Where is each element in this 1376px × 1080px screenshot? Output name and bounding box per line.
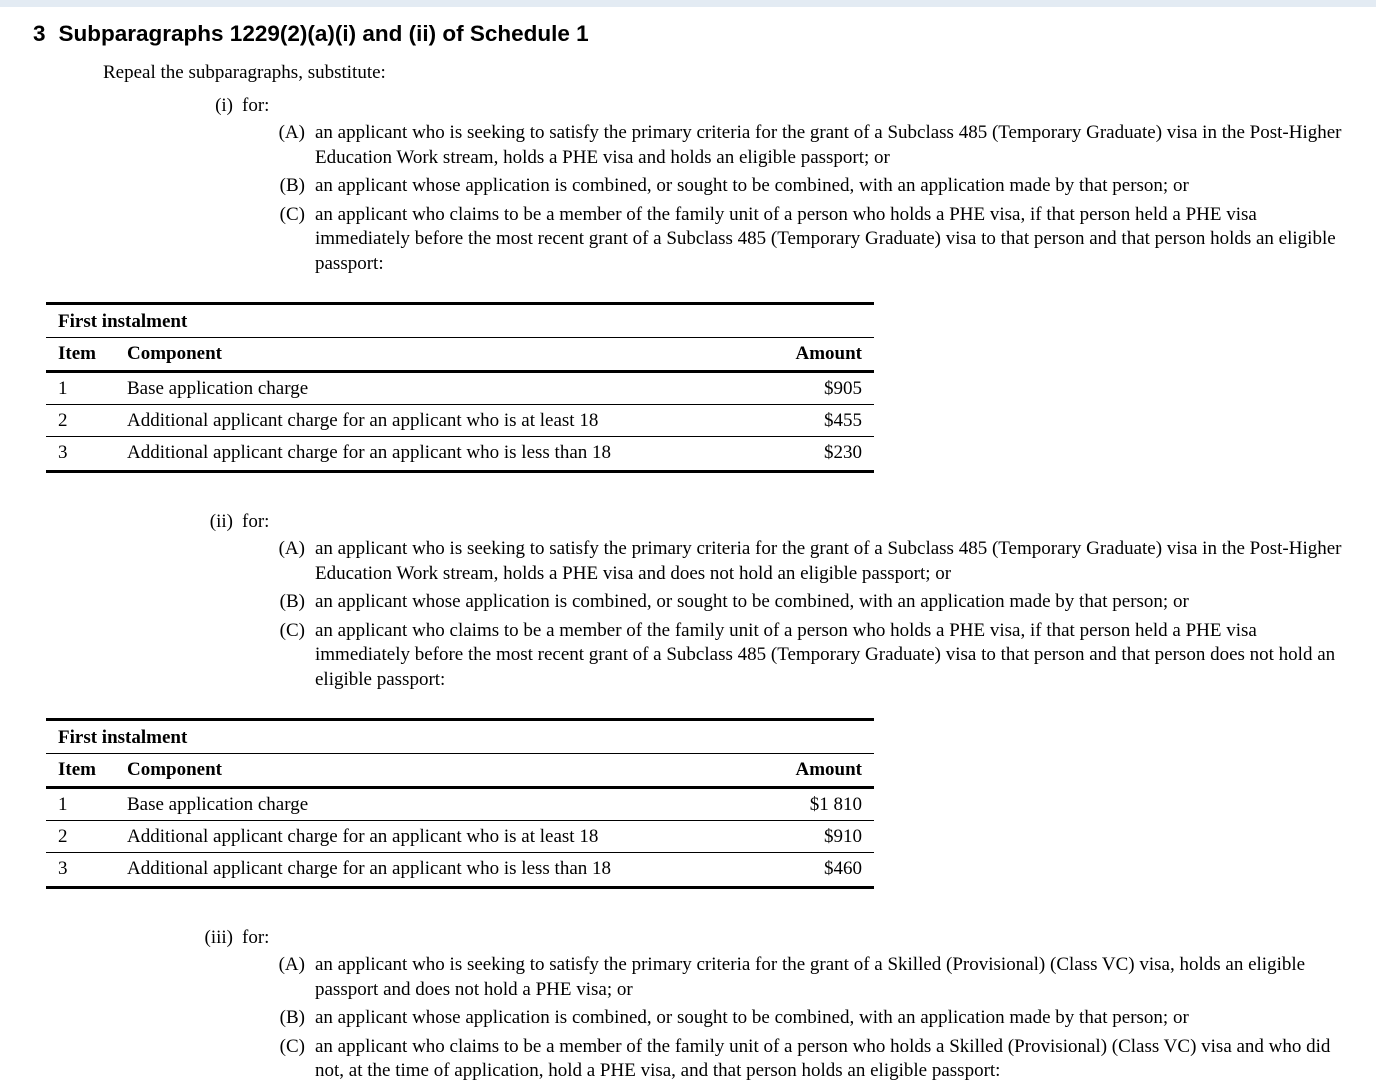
cell-item: 2 bbox=[46, 821, 115, 853]
subitem-ii-B bbox=[33, 590, 1353, 615]
table-title: First instalment bbox=[46, 304, 874, 338]
table-row bbox=[46, 405, 874, 437]
column-header-amount: Amount bbox=[744, 338, 874, 372]
cell-component: Base application charge bbox=[115, 372, 744, 405]
provision-iii-lead bbox=[33, 925, 1353, 950]
subitem-text: an applicant who is seeking to satisfy the primary criteria for the grant of a Subclass 485 (Temporary Graduate) visa in the Post-Higher Education Work stream, holds a PHE visa and holds an eligible passport; or bbox=[315, 122, 1342, 168]
column-header-amount: Amount bbox=[744, 754, 874, 788]
table-title-row bbox=[46, 304, 874, 338]
subitem-label: (B) bbox=[279, 175, 305, 196]
table-header-row bbox=[46, 338, 874, 372]
provision-ii-lead bbox=[33, 509, 1353, 534]
provision-label: (ii) bbox=[209, 511, 233, 532]
column-header-component: Component bbox=[115, 338, 744, 372]
subitem-iii-C bbox=[33, 1035, 1353, 1080]
subitem-ii-C bbox=[33, 619, 1353, 693]
table-row bbox=[46, 437, 874, 472]
cell-component: Additional applicant charge for an applicant who is less than 18 bbox=[127, 442, 612, 463]
subitem-label: (C) bbox=[279, 619, 305, 641]
cell-item: 3 bbox=[58, 858, 68, 879]
subitem-text: an applicant whose application is combined, or sought to be combined, with an application made by that person; or bbox=[315, 1007, 1189, 1028]
section-number: 3 bbox=[33, 21, 46, 46]
subitem-i-B bbox=[33, 174, 1353, 199]
cell-component: Additional applicant charge for an applicant who is at least 18 bbox=[115, 405, 744, 437]
subitem-label: (A) bbox=[278, 954, 305, 975]
provision-lead-text: for: bbox=[242, 511, 270, 532]
cell-amount: $230 bbox=[824, 442, 862, 463]
subitem-label: (A) bbox=[278, 538, 305, 559]
subitem-i-C bbox=[33, 203, 1353, 277]
subitem-text: an applicant who claims to be a member of the family unit of a person who holds a PHE visa, if that person held a PHE visa immediately before the most recent grant of a Subclass 485 (Temporary Graduate) visa to that person and that person holds an eligible passport: bbox=[315, 203, 1336, 274]
table-row bbox=[46, 821, 874, 853]
table-row bbox=[46, 788, 874, 821]
table-title: First instalment bbox=[46, 720, 874, 754]
subitem-label: (C) bbox=[279, 1035, 305, 1057]
intro-text: Repeal the subparagraphs, substitute: bbox=[103, 62, 386, 83]
fee-table-first-instalment-ii bbox=[46, 718, 874, 889]
subitem-label: (A) bbox=[278, 122, 305, 143]
cell-component: Base application charge bbox=[115, 788, 744, 821]
subitem-text: an applicant who claims to be a member of the family unit of a person who holds a Skilled (Provisional) (Class VC) visa and who did not, at the time of application, hold a PHE visa, and that person holds an eligible passport: bbox=[315, 1035, 1331, 1080]
column-header-item: Item bbox=[46, 338, 115, 372]
provision-lead-text: for: bbox=[242, 927, 270, 948]
subitem-iii-B bbox=[33, 1006, 1353, 1031]
fee-table-first-instalment-i bbox=[46, 302, 874, 473]
cell-amount: $905 bbox=[744, 372, 874, 405]
subitem-ii-A bbox=[33, 537, 1353, 586]
table-row bbox=[46, 372, 874, 405]
cell-item: 2 bbox=[46, 405, 115, 437]
provision-lead-text: for: bbox=[242, 95, 270, 116]
provision-label: (i) bbox=[215, 95, 233, 116]
section-title: Subparagraphs 1229(2)(a)(i) and (ii) of Schedule 1 bbox=[58, 21, 589, 46]
table-header-row bbox=[46, 754, 874, 788]
cell-component: Additional applicant charge for an applicant who is at least 18 bbox=[115, 821, 744, 853]
document-page bbox=[0, 7, 1376, 1080]
top-strip bbox=[0, 0, 1376, 7]
subitem-text: an applicant who claims to be a member of the family unit of a person who holds a PHE visa, if that person held a PHE visa immediately before the most recent grant of a Subclass 485 (Temporary Graduate) visa to that person and that person does not hold an eligible passport: bbox=[315, 619, 1336, 690]
provision-label: (iii) bbox=[204, 927, 233, 948]
subitem-i-A bbox=[33, 121, 1353, 170]
subitem-label: (B) bbox=[279, 1007, 305, 1028]
subitem-label: (C) bbox=[279, 203, 305, 225]
cell-item: 1 bbox=[46, 372, 115, 405]
cell-amount: $1 810 bbox=[744, 788, 874, 821]
cell-amount: $910 bbox=[744, 821, 874, 853]
table-row bbox=[46, 853, 874, 888]
cell-item: 1 bbox=[46, 788, 115, 821]
subitem-label: (B) bbox=[279, 591, 305, 612]
subitem-text: an applicant whose application is combined, or sought to be combined, with an application made by that person; or bbox=[315, 175, 1189, 196]
cell-component: Additional applicant charge for an applicant who is less than 18 bbox=[127, 858, 612, 879]
cell-item: 3 bbox=[58, 442, 68, 463]
subitem-text: an applicant who is seeking to satisfy the primary criteria for the grant of a Subclass 485 (Temporary Graduate) visa in the Post-Higher Education Work stream, holds a PHE visa and does not hold an eligible passport; or bbox=[315, 538, 1342, 584]
subitem-text: an applicant whose application is combined, or sought to be combined, with an application made by that person; or bbox=[315, 591, 1189, 612]
column-header-item: Item bbox=[46, 754, 115, 788]
table-title-row bbox=[46, 720, 874, 754]
cell-amount: $460 bbox=[824, 858, 862, 879]
cell-amount: $455 bbox=[744, 405, 874, 437]
section-heading bbox=[33, 21, 1353, 47]
subitem-iii-A bbox=[33, 953, 1353, 1002]
column-header-component: Component bbox=[115, 754, 744, 788]
subitem-text: an applicant who is seeking to satisfy the primary criteria for the grant of a Skilled (Provisional) (Class VC) visa, holds an eligible passport and does not hold a PHE visa; or bbox=[315, 954, 1306, 1000]
provision-i-lead bbox=[33, 93, 1353, 118]
